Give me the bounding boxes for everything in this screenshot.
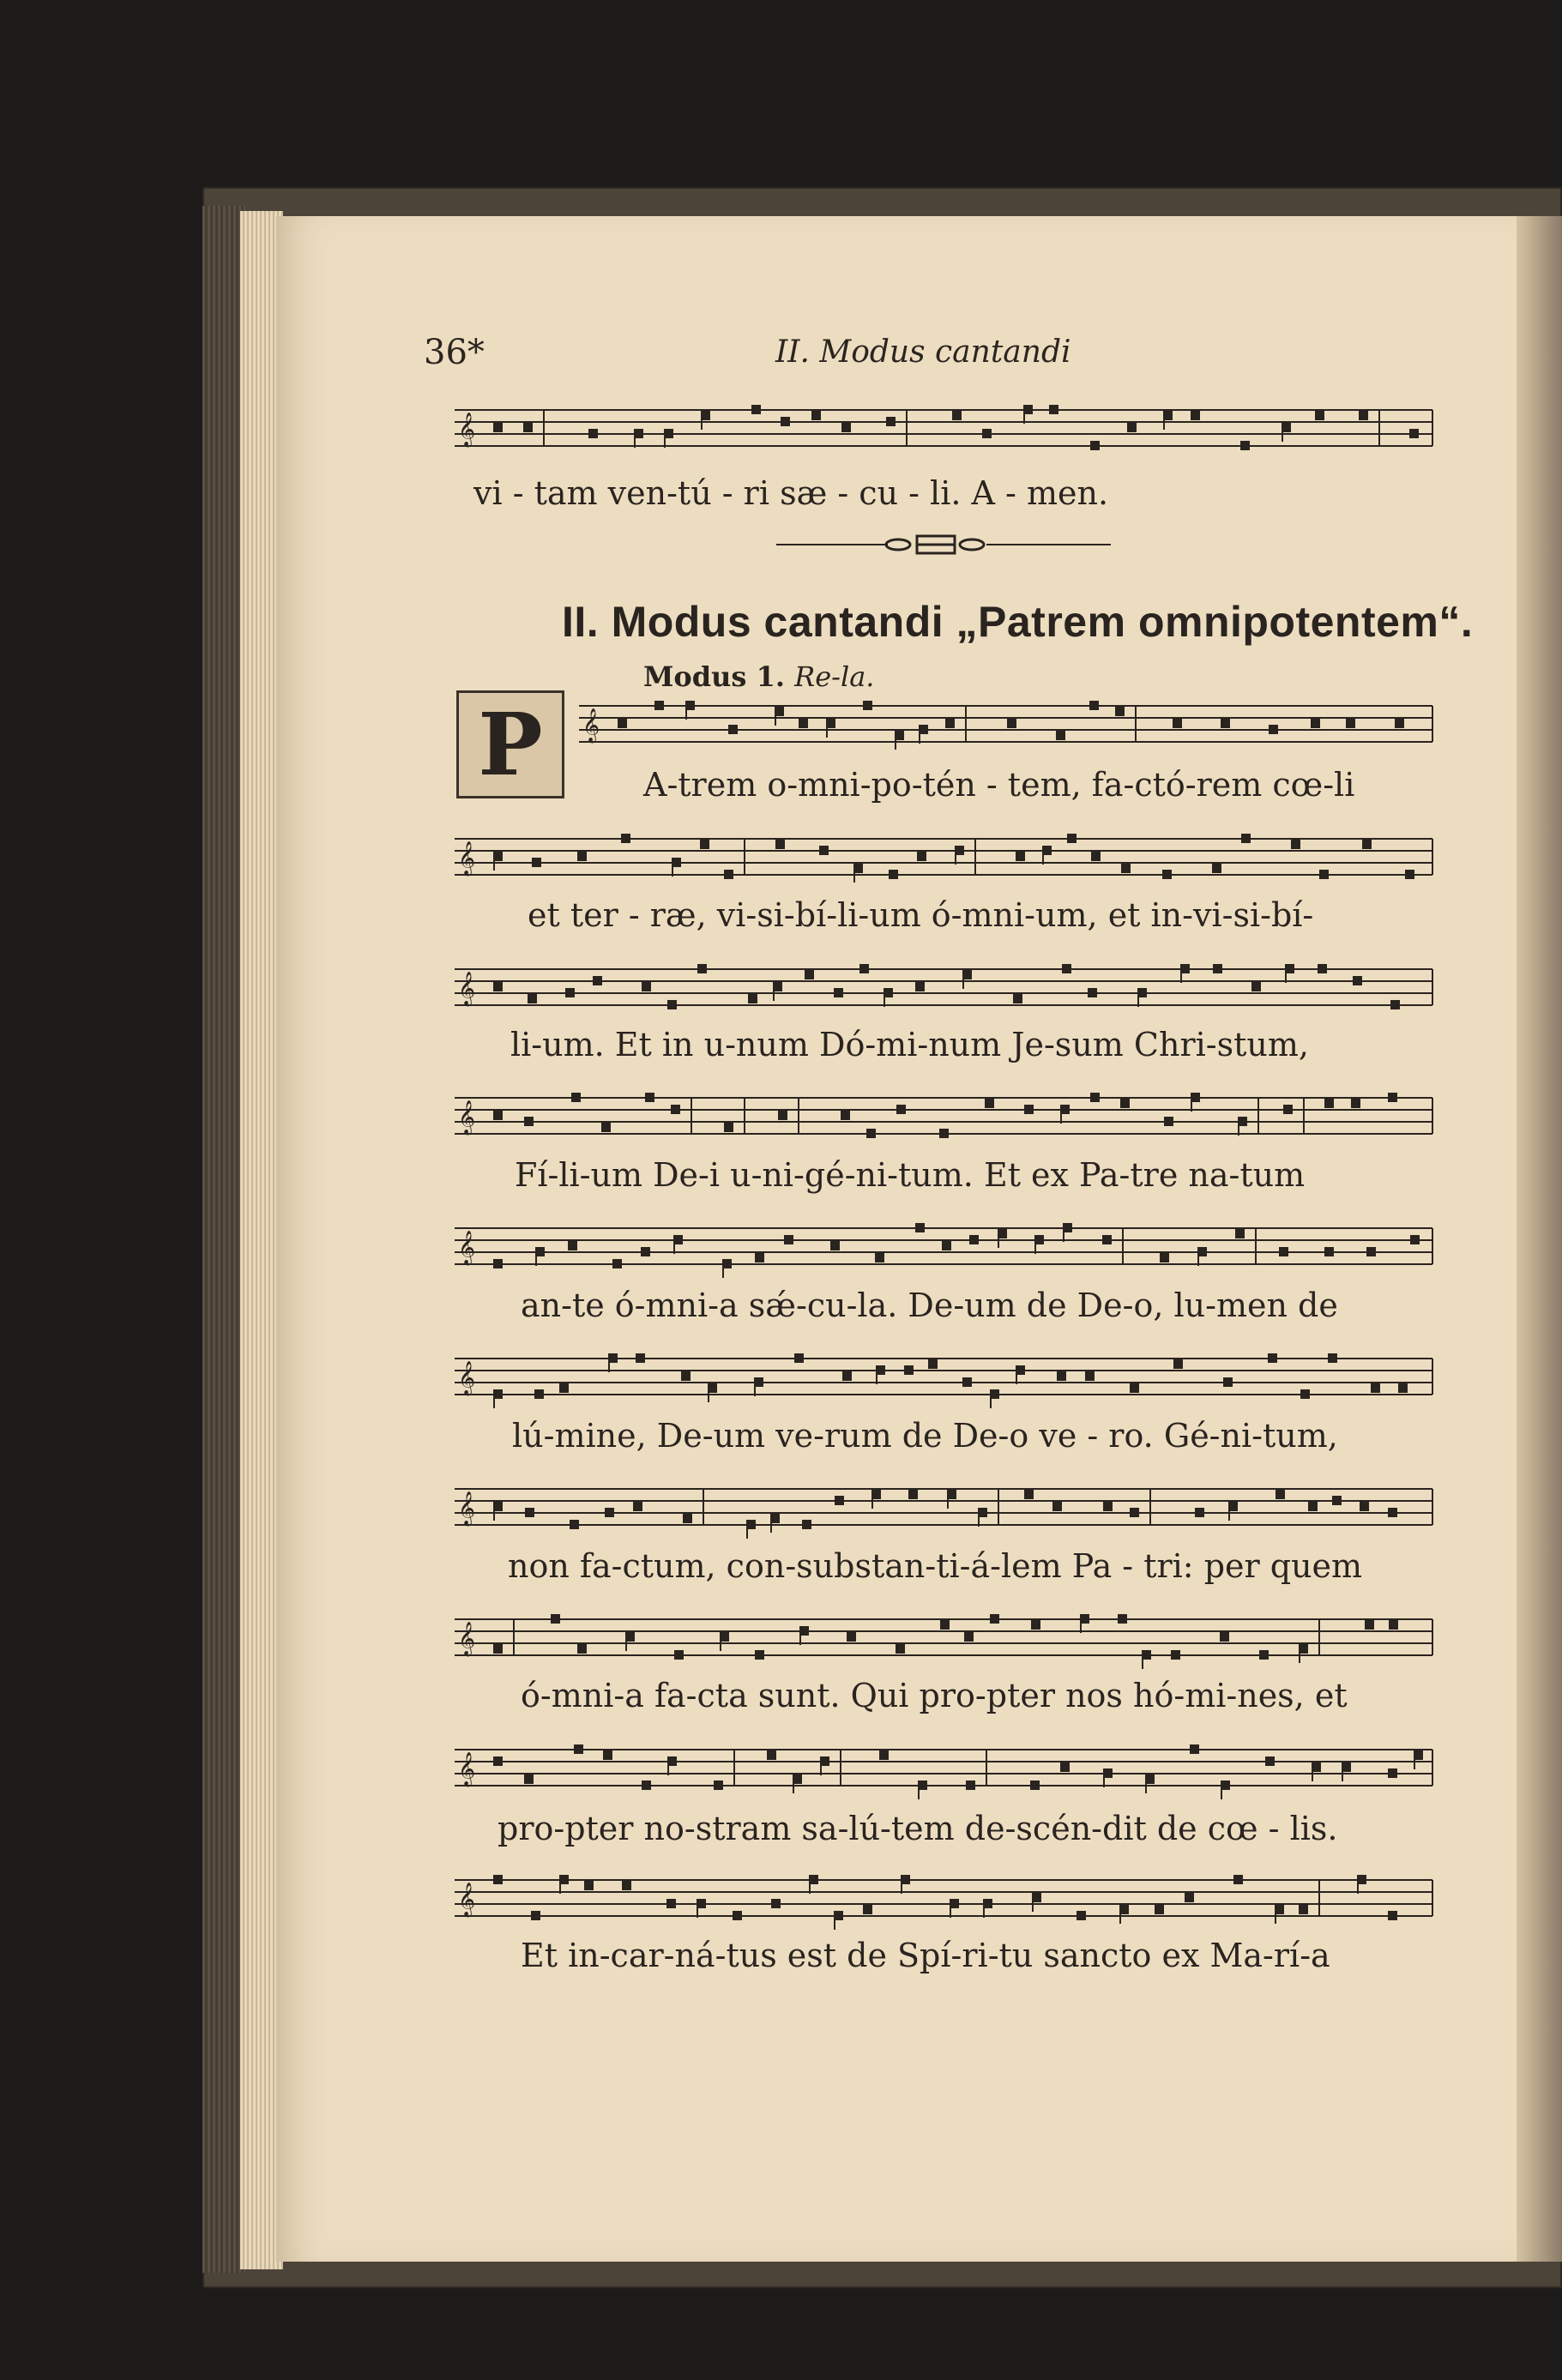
staff-lines-8 bbox=[0, 1612, 1441, 1672]
neume bbox=[1052, 1502, 1062, 1511]
staff-lines-0 bbox=[0, 403, 1441, 463]
neume bbox=[1235, 1229, 1245, 1238]
neume bbox=[1049, 405, 1058, 414]
neume bbox=[636, 1353, 645, 1363]
neume bbox=[1398, 1383, 1408, 1393]
neume bbox=[1324, 1099, 1334, 1108]
page-gutter-shadow bbox=[1517, 216, 1562, 2262]
neume bbox=[1251, 982, 1261, 991]
neume bbox=[1308, 1502, 1318, 1511]
neume bbox=[1220, 1632, 1229, 1642]
music-staff-5 bbox=[0, 1221, 1441, 1276]
neume bbox=[531, 1911, 540, 1920]
neume bbox=[1328, 1353, 1337, 1363]
clef-icon: 𝄞 bbox=[458, 1491, 476, 1526]
neume bbox=[1315, 411, 1324, 420]
neume bbox=[1016, 852, 1025, 861]
neume bbox=[1276, 1490, 1285, 1499]
neume bbox=[859, 964, 869, 973]
neume bbox=[1090, 441, 1100, 450]
neume bbox=[952, 411, 962, 420]
neume bbox=[811, 411, 821, 420]
music-staff-1 bbox=[0, 699, 1441, 754]
music-staff-3 bbox=[0, 962, 1441, 1017]
neume bbox=[940, 1620, 950, 1630]
staff-lines-1 bbox=[0, 699, 1441, 759]
neume bbox=[1067, 834, 1077, 843]
running-title: II. Modus cantandi bbox=[775, 334, 1071, 370]
neume bbox=[841, 423, 851, 432]
neume bbox=[928, 1359, 938, 1369]
neume bbox=[1233, 1875, 1243, 1884]
staff-lines-3 bbox=[0, 962, 1441, 1022]
neume bbox=[601, 1123, 611, 1132]
neume bbox=[1062, 964, 1071, 973]
neume bbox=[751, 405, 761, 414]
neume bbox=[523, 423, 533, 432]
neume bbox=[915, 982, 925, 991]
music-staff-6 bbox=[0, 1352, 1441, 1407]
staff-lines-10 bbox=[0, 1873, 1441, 1933]
ornament-divider bbox=[776, 532, 1111, 557]
music-staff-8 bbox=[0, 1612, 1441, 1667]
neume bbox=[1130, 1383, 1139, 1393]
neume bbox=[565, 988, 575, 997]
neume bbox=[570, 1520, 579, 1529]
neume bbox=[724, 1123, 733, 1132]
neume bbox=[603, 1750, 612, 1760]
clef-icon: 𝄞 bbox=[458, 971, 476, 1006]
neume bbox=[1371, 1383, 1380, 1393]
neume bbox=[1089, 701, 1099, 710]
neume bbox=[1279, 1247, 1288, 1256]
neume bbox=[771, 1899, 781, 1908]
neume bbox=[1223, 1377, 1233, 1387]
lyric-line-4: Fí-li-um De-i u-ni-gé-ni-tum. Et ex Pa-tre na-tum bbox=[515, 1156, 1306, 1194]
neume bbox=[681, 1371, 691, 1381]
neume bbox=[671, 1105, 680, 1114]
neume bbox=[842, 1371, 852, 1381]
neume bbox=[1173, 719, 1182, 728]
neume bbox=[982, 429, 992, 438]
clef-icon: 𝄞 bbox=[458, 1751, 476, 1787]
music-staff-9 bbox=[0, 1743, 1441, 1798]
clef-icon: 𝄞 bbox=[458, 1621, 476, 1656]
neume bbox=[896, 1105, 906, 1114]
neume bbox=[1013, 994, 1022, 1003]
neume bbox=[1362, 840, 1372, 849]
neume bbox=[896, 1644, 905, 1654]
neume bbox=[1212, 864, 1221, 873]
music-staff-2 bbox=[0, 832, 1441, 887]
neume bbox=[748, 994, 757, 1003]
neume bbox=[1240, 441, 1250, 450]
page-header bbox=[424, 333, 1436, 384]
neume bbox=[1346, 719, 1355, 728]
neume bbox=[1365, 1620, 1374, 1630]
neume bbox=[493, 1644, 503, 1654]
neume bbox=[1389, 1620, 1398, 1630]
neume bbox=[568, 1241, 577, 1250]
clef-icon: 𝄞 bbox=[458, 1882, 476, 1917]
neume bbox=[1190, 1744, 1199, 1754]
neume bbox=[1388, 1911, 1397, 1920]
staff-lines-7 bbox=[0, 1482, 1441, 1542]
neume bbox=[493, 1111, 503, 1120]
neume bbox=[1121, 864, 1131, 873]
neume bbox=[1259, 1650, 1269, 1660]
neume bbox=[1213, 964, 1222, 973]
neume bbox=[667, 1000, 677, 1009]
neume bbox=[1311, 719, 1320, 728]
neume bbox=[1332, 1496, 1342, 1505]
neume bbox=[755, 1253, 764, 1262]
music-staff-4 bbox=[0, 1091, 1441, 1146]
staff-lines-6 bbox=[0, 1352, 1441, 1412]
neume bbox=[666, 1899, 676, 1908]
neume bbox=[612, 1259, 622, 1268]
mode-label bbox=[643, 660, 874, 693]
neume bbox=[939, 1129, 949, 1138]
neume bbox=[1268, 1353, 1277, 1363]
neume bbox=[866, 1129, 876, 1138]
neume bbox=[1395, 719, 1404, 728]
neume bbox=[1155, 1905, 1164, 1914]
neume bbox=[493, 1875, 503, 1884]
section-title: II. Modus cantandi „Patrem omnipotentem“. bbox=[562, 598, 1474, 646]
neume bbox=[1056, 731, 1065, 740]
clef-icon: 𝄞 bbox=[458, 841, 476, 876]
mode-label-text: Modus 1. bbox=[643, 660, 785, 693]
neume bbox=[1388, 1768, 1397, 1778]
neume bbox=[945, 719, 955, 728]
neume bbox=[889, 870, 898, 879]
neume bbox=[559, 1383, 569, 1393]
neume bbox=[674, 1650, 684, 1660]
neume bbox=[493, 423, 503, 432]
neume bbox=[493, 1756, 503, 1766]
neume bbox=[700, 840, 709, 849]
neume bbox=[724, 870, 733, 879]
neume bbox=[799, 719, 808, 728]
neume bbox=[819, 846, 829, 855]
neume bbox=[1366, 1247, 1376, 1256]
lyric-line-0: vi - tam ven-tú - ri sæ - cu - li. A - men. bbox=[473, 474, 1109, 512]
clef-icon: 𝄞 bbox=[458, 1100, 476, 1135]
neume bbox=[618, 719, 627, 728]
neume bbox=[1127, 423, 1137, 432]
neume bbox=[1191, 411, 1200, 420]
neume bbox=[1324, 1247, 1334, 1256]
neume bbox=[1410, 1235, 1420, 1244]
staff-lines-9 bbox=[0, 1743, 1441, 1803]
neume bbox=[1283, 1105, 1293, 1114]
neume bbox=[1269, 725, 1278, 734]
neume bbox=[1360, 1502, 1369, 1511]
neume bbox=[1007, 719, 1016, 728]
neume bbox=[1300, 1389, 1310, 1399]
neume bbox=[493, 1259, 503, 1268]
neume bbox=[574, 1744, 583, 1754]
mode-syllables: Re-la. bbox=[794, 660, 875, 693]
staff-lines-5 bbox=[0, 1221, 1441, 1281]
staff-lines-4 bbox=[0, 1091, 1441, 1151]
neume bbox=[524, 1117, 534, 1126]
neume bbox=[584, 1881, 594, 1890]
neume bbox=[1120, 1099, 1130, 1108]
neume bbox=[1299, 1905, 1308, 1914]
neume bbox=[1318, 964, 1327, 973]
music-staff-7 bbox=[0, 1482, 1441, 1537]
neume bbox=[835, 1496, 844, 1505]
clef-icon: 𝄞 bbox=[458, 1230, 476, 1265]
neume bbox=[1195, 1508, 1204, 1517]
neume bbox=[915, 1223, 925, 1232]
lyric-line-10: Et in-car-ná-tus est de Spí-ri-tu sancto ex Ma-rí-a bbox=[521, 1937, 1330, 1974]
neume bbox=[1030, 1780, 1040, 1790]
neume bbox=[633, 1502, 642, 1511]
neume bbox=[654, 701, 664, 710]
neume bbox=[863, 701, 872, 710]
neume bbox=[802, 1520, 811, 1529]
neume bbox=[886, 417, 896, 426]
neume bbox=[493, 982, 503, 991]
neume bbox=[1265, 1756, 1275, 1766]
neume bbox=[966, 1780, 975, 1790]
lyric-line-9: pro-pter no-stram sa-lú-tem de-scén-dit de cœ - lis. bbox=[498, 1810, 1338, 1847]
neume bbox=[830, 1241, 840, 1250]
neume bbox=[642, 982, 651, 991]
neume bbox=[1162, 870, 1172, 879]
neume bbox=[904, 1365, 914, 1375]
decorated-initial: P bbox=[456, 690, 564, 798]
neume bbox=[755, 1650, 764, 1660]
neume bbox=[714, 1780, 723, 1790]
staff-lines-2 bbox=[0, 832, 1441, 892]
neume bbox=[863, 1905, 872, 1914]
neume bbox=[917, 852, 926, 861]
neume bbox=[1388, 1093, 1397, 1102]
neume bbox=[1164, 1117, 1173, 1126]
neume bbox=[767, 1750, 776, 1760]
neume bbox=[641, 1247, 650, 1256]
clef-icon: 𝄞 bbox=[458, 412, 476, 447]
neume bbox=[875, 1253, 884, 1262]
lyric-line-2: et ter - ræ, vi-si-bí-li-um ó-mni-um, et in-vi-si-bí- bbox=[528, 896, 1314, 934]
neume bbox=[1319, 870, 1329, 879]
clef-icon: 𝄞 bbox=[582, 708, 600, 743]
neume bbox=[683, 1514, 692, 1523]
neume bbox=[534, 1389, 544, 1399]
neume bbox=[1115, 707, 1125, 716]
lyric-line-7: non fa-ctum, con-substan-ti-á-lem Pa - tri: per quem bbox=[508, 1547, 1363, 1585]
neume bbox=[908, 1490, 918, 1499]
lyric-line-8: ó-mni-a fa-cta sunt. Qui pro-pter nos hó-mi-nes, et bbox=[521, 1677, 1348, 1714]
neume bbox=[778, 1111, 787, 1120]
neume bbox=[577, 852, 587, 861]
neume bbox=[1103, 1502, 1113, 1511]
neume bbox=[879, 1750, 889, 1760]
neume bbox=[847, 1632, 856, 1642]
neume bbox=[1173, 1359, 1183, 1369]
neume bbox=[645, 1093, 654, 1102]
neume bbox=[1390, 1000, 1400, 1009]
lyric-line-3: li-um. Et in u-num Dó-mi-num Je-sum Chri-stum, bbox=[510, 1026, 1309, 1063]
neume bbox=[1388, 1508, 1397, 1517]
neume bbox=[1118, 1614, 1127, 1624]
neume bbox=[697, 964, 707, 973]
neume bbox=[841, 1111, 850, 1120]
neume bbox=[642, 1780, 651, 1790]
neume bbox=[588, 429, 598, 438]
neume bbox=[1085, 1371, 1095, 1381]
neume bbox=[775, 840, 785, 849]
neume bbox=[964, 1632, 974, 1642]
neume bbox=[1351, 1099, 1360, 1108]
neume bbox=[1160, 1253, 1169, 1262]
neume bbox=[1405, 870, 1414, 879]
neume bbox=[577, 1644, 587, 1654]
neume bbox=[834, 988, 843, 997]
neume bbox=[622, 1881, 631, 1890]
neume bbox=[1077, 1911, 1086, 1920]
neume bbox=[1031, 1620, 1040, 1630]
neume bbox=[969, 1235, 979, 1244]
neume bbox=[805, 970, 814, 979]
neume bbox=[1102, 1235, 1112, 1244]
neume bbox=[1359, 411, 1368, 420]
neume bbox=[528, 994, 537, 1003]
neume bbox=[1353, 976, 1362, 985]
neume bbox=[1409, 429, 1419, 438]
page-number: 36* bbox=[424, 333, 485, 372]
neume bbox=[728, 725, 738, 734]
neume bbox=[1091, 852, 1101, 861]
neume bbox=[1171, 1650, 1180, 1660]
neume bbox=[942, 1241, 951, 1250]
neume bbox=[532, 858, 541, 867]
neume bbox=[962, 1377, 972, 1387]
neume bbox=[593, 976, 602, 985]
neume bbox=[605, 1508, 614, 1517]
neume bbox=[1024, 1490, 1034, 1499]
neume bbox=[525, 1508, 534, 1517]
neume bbox=[1024, 1105, 1034, 1114]
lyric-line-5: an-te ó-mni-a sǽ-cu-la. De-um de De-o, lu-men de bbox=[521, 1286, 1338, 1324]
neume bbox=[571, 1093, 581, 1102]
neume bbox=[985, 1099, 994, 1108]
neume bbox=[1057, 1371, 1066, 1381]
lyric-line-6: lú-mine, De-um ve-rum de De-o ve - ro. Gé-ni-tum, bbox=[512, 1417, 1338, 1455]
neume bbox=[784, 1235, 793, 1244]
neume bbox=[794, 1353, 804, 1363]
neume bbox=[1241, 834, 1251, 843]
neume bbox=[733, 1911, 742, 1920]
neume bbox=[1060, 1762, 1070, 1772]
music-staff-0 bbox=[0, 403, 1441, 458]
neume bbox=[1185, 1893, 1194, 1902]
neume bbox=[1088, 988, 1097, 997]
neume bbox=[621, 834, 630, 843]
music-staff-10 bbox=[0, 1873, 1441, 1928]
neume bbox=[1221, 719, 1230, 728]
neume bbox=[990, 1614, 999, 1624]
clef-icon: 𝄞 bbox=[458, 1360, 476, 1395]
lyric-line-1: A-trem o-mni-po-tén - tem, fa-ctó-rem cœ-li bbox=[643, 766, 1355, 804]
neume bbox=[1090, 1093, 1100, 1102]
neume bbox=[524, 1774, 534, 1784]
neume bbox=[1130, 1508, 1139, 1517]
neume bbox=[1291, 840, 1300, 849]
neume bbox=[781, 417, 790, 426]
neume bbox=[551, 1614, 560, 1624]
